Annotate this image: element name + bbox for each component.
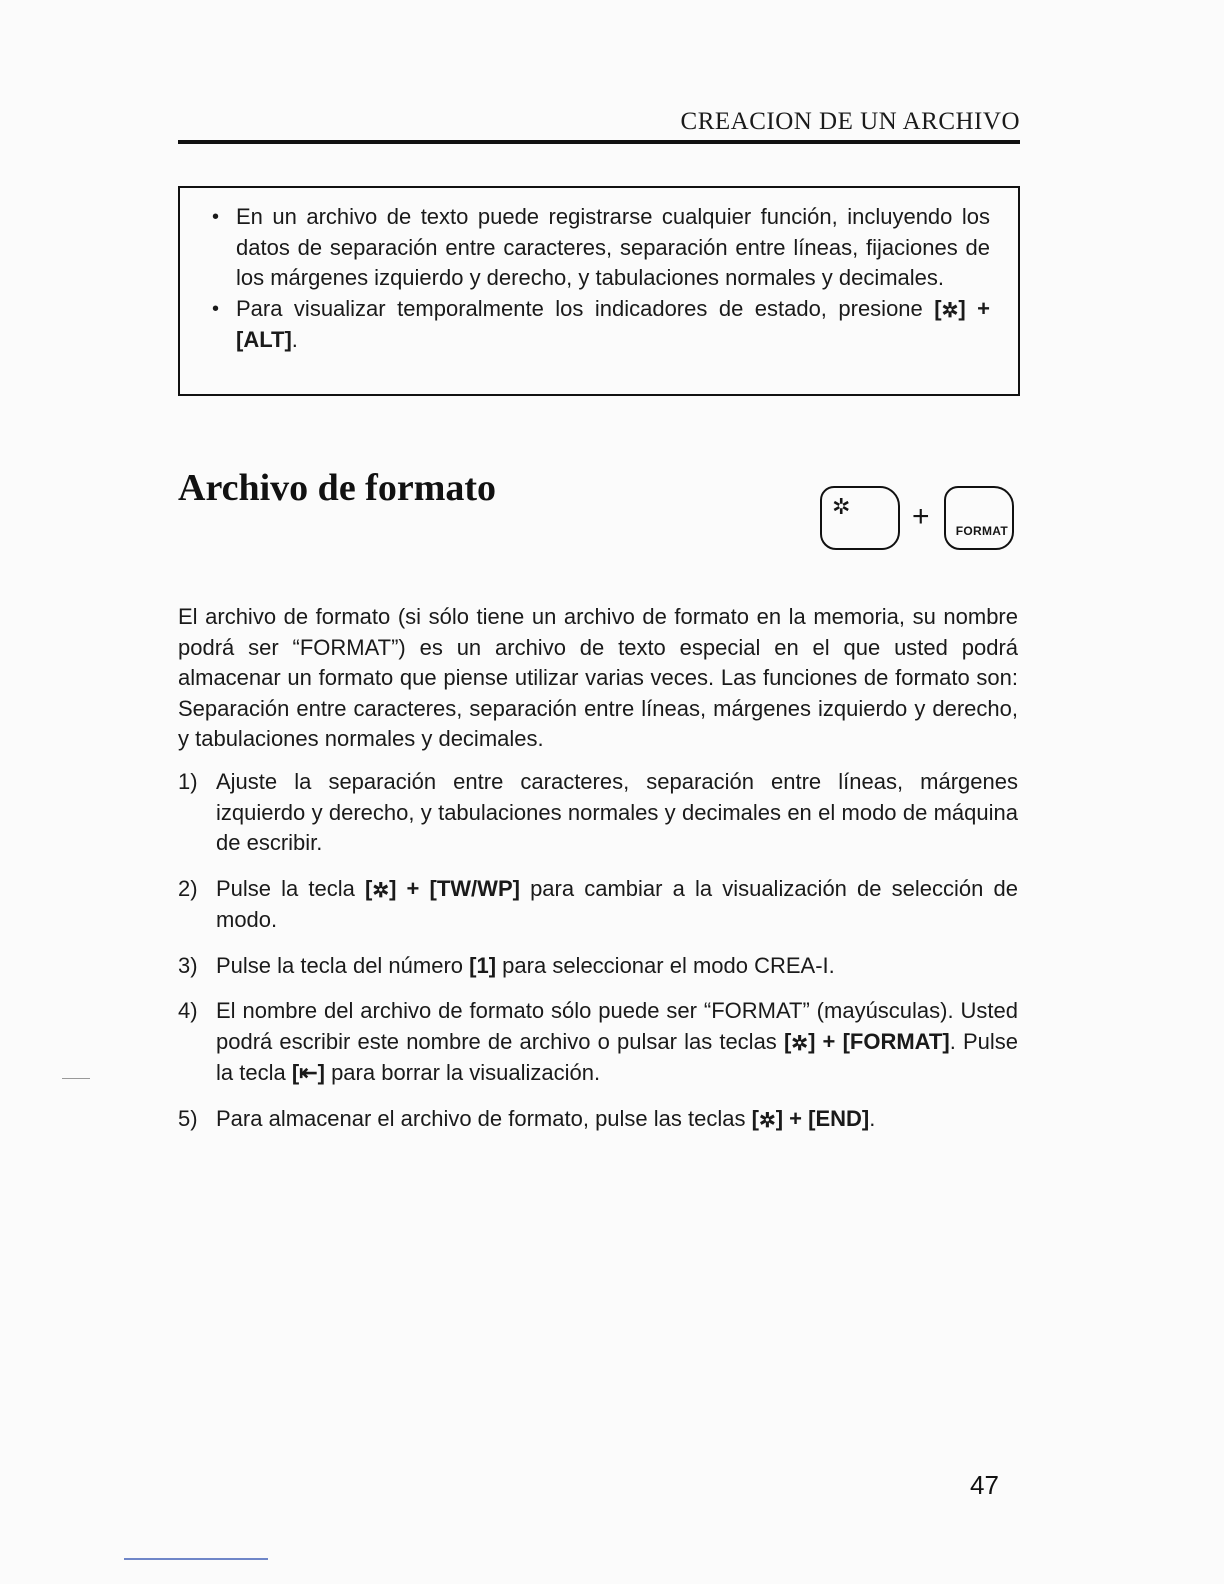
note-text-2: Para visualizar temporalmente los indicadores de estado, presione <box>236 295 923 321</box>
bracket-close: ] <box>808 1028 816 1054</box>
code-key-icon: ✲ <box>372 879 390 902</box>
step-text-after: para seleccionar el modo CREA-I. <box>502 952 835 978</box>
end-key-ref: [END] <box>808 1105 870 1131</box>
step-text: Pulse la tecla <box>216 875 355 901</box>
step-text-after: para borrar la visualización. <box>331 1060 601 1085</box>
step-text-after: . <box>869 1105 876 1131</box>
backspace-key-ref: [⇤] <box>291 1060 325 1085</box>
steps-list <box>178 767 1018 1150</box>
key-combo-plus: + <box>912 500 930 533</box>
step-3 <box>178 951 1018 982</box>
plus-sign: + <box>977 295 990 321</box>
header-rule <box>178 140 1020 144</box>
tw-wp-key-ref: [TW/WP] <box>429 875 520 901</box>
note-item-2 <box>210 294 990 356</box>
code-keycap <box>820 486 900 550</box>
code-key-icon: ✲ <box>941 299 959 322</box>
plus-sign: + <box>789 1105 803 1131</box>
bracket-open: [ <box>934 295 942 321</box>
format-key-ref: [FORMAT] <box>842 1028 950 1054</box>
note-box <box>178 186 1020 396</box>
scan-edge-mark <box>124 1558 268 1560</box>
plus-sign: + <box>822 1028 836 1054</box>
code-key-ref: [✲] <box>784 1029 815 1054</box>
page-number: 47 <box>970 1470 999 1500</box>
step-number: 2) <box>178 875 198 901</box>
step-number: 4) <box>178 998 198 1023</box>
step-text: El nombre del archivo de formato sólo puede ser “FORMAT” (mayúsculas). Usted podrá escribir este nombre de archivo o pulsar las teclas <box>216 998 1018 1054</box>
code-key-ref: [✲] <box>752 1106 783 1131</box>
step-1 <box>178 767 1018 859</box>
intro-paragraph: El archivo de formato (si sólo tiene un archivo de formato en la memoria, su nombre podrá ser “FORMAT”) es un archivo de texto especial en el que usted podrá almacenar un formato que piense utilizar varias veces. Las funciones de formato son: Separación entre caracteres, separación entre líneas, márgenes izquierdo y derecho, y tabulaciones normales y decimales. <box>178 604 1018 751</box>
step-number: 3) <box>178 952 198 978</box>
alt-key-ref: [ALT] <box>236 327 292 352</box>
plus-sign: + <box>406 875 420 901</box>
bracket-close: ] <box>958 295 966 321</box>
format-keycap <box>944 486 1014 550</box>
step-5 <box>178 1104 1018 1136</box>
step-text-middle: . Pulse la tecla <box>216 1028 1018 1085</box>
code-key-icon: ✲ <box>791 1032 809 1055</box>
step-2 <box>178 874 1018 936</box>
step-text: Ajuste la separación entre caracteres, separación entre líneas, márgenes izquierdo y derecho, y tabulaciones normales y decimales en el modo de máquina de escribir. <box>216 769 1018 855</box>
step-text: Pulse la tecla del número <box>216 952 464 978</box>
step-text-after: para cambiar a la visualización de selección de modo. <box>216 875 1018 932</box>
bracket-close: ] <box>775 1105 784 1131</box>
code-key-icon: ✲ <box>758 1109 776 1132</box>
key-combo-illustration <box>820 486 1020 556</box>
bracket-close: ] <box>389 875 397 901</box>
note-item-1 <box>210 202 990 294</box>
code-key-ref <box>934 296 965 321</box>
number-1-key-ref: [1] <box>469 952 497 978</box>
section-title: Archivo de formato <box>178 467 497 509</box>
note-text-1: En un archivo de texto puede registrarse cualquier función, incluyendo los datos de separación entre caracteres, separación entre líneas, fijaciones de los márgenes izquierdo y derecho, y tabulaciones normales y decimales. <box>236 204 990 290</box>
step-text: Para almacenar el archivo de formato, pulse las teclas <box>216 1105 746 1131</box>
step-4 <box>178 996 1018 1089</box>
step-number: 5) <box>178 1105 198 1131</box>
sentence-end: . <box>291 327 298 352</box>
step-number: 1) <box>178 769 198 794</box>
code-key-ref: [✲] <box>365 876 396 901</box>
scan-margin-mark <box>62 1078 90 1079</box>
code-key-icon: ✲ <box>832 494 851 519</box>
running-header: CREACION DE UN ARCHIVO <box>680 108 1020 135</box>
format-key-label: FORMAT <box>955 524 1008 538</box>
note-list <box>210 202 990 356</box>
